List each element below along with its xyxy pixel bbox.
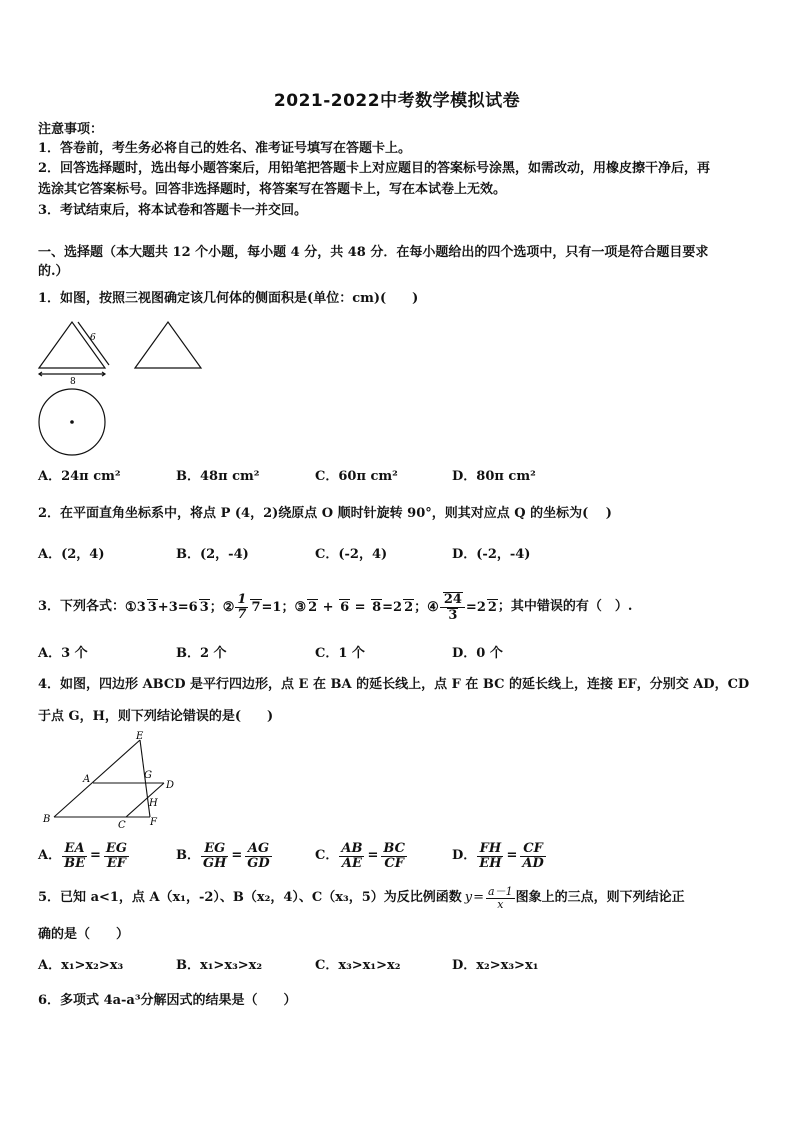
q5-stem: 5．已知 a<1，点 A（x₁，-2）、B（x₂，4）、C（x₃，5）为反比例函数 y = $\frac{a-1}{x}$ 图象上的三点，则下列结论正 [38, 884, 685, 911]
q3-item-1: ①3 3+3=6 3； [125, 599, 223, 615]
q3-prefix: 3．下列各式： [38, 599, 126, 614]
q4-option-c[interactable]: C． $\frac{AB}{AE}$ = $\frac{BC}{CF}$ [315, 840, 405, 871]
q1-label-base: 8 [70, 377, 76, 387]
q5-option-c[interactable]: C．x₃>x₁>x₂ [315, 958, 401, 973]
q4-label-b: B [43, 814, 51, 825]
q1-stem: 1．如图，按照三视图确定该几何体的侧面积是(单位：cm)( ) [38, 291, 419, 306]
q4-parallelogram-figure [40, 730, 190, 830]
q1-option-b[interactable]: B．48π cm² [176, 469, 260, 484]
center-dot [70, 420, 74, 424]
q3-option-d[interactable]: D．0 个 [452, 646, 503, 661]
q4-label-c: C [118, 820, 126, 830]
q4-option-a[interactable]: A． $\frac{EA}{BE}$ = $\frac{EG}{EF}$ [38, 840, 127, 871]
q2-option-d[interactable]: D．(-2，-4) [452, 547, 531, 562]
q3-stem [38, 590, 632, 624]
q3-item-2: ② $\frac{1}{7}$ 7=1； [222, 591, 295, 622]
q3-item-3: ③ 2 + 6 = 8=2 2； [294, 599, 428, 615]
page-title: 2021-2022中考数学模拟试卷 [273, 91, 521, 111]
q5-option-a[interactable]: A．x₁>x₂>x₃ [38, 958, 124, 973]
q6-stem: 6．多项式 4a-a³分解因式的结果是（ ） [38, 993, 297, 1008]
q2-stem: 2．在平面直角坐标系中，将点 P (4，2)绕原点 O 顺时针旋转 90°，则其对应点 Q 的坐标为( ) [38, 506, 612, 521]
q3-suffix: ；其中错误的有（ ）. [497, 599, 633, 614]
q2-option-a[interactable]: A．(2，4) [38, 547, 105, 562]
notice-item-2: 2．回答选择题时，选出每小题答案后，用铅笔把答题卡上对应题目的答案标号涂黑，如需改动，用橡皮擦干净后，再 [38, 161, 711, 176]
q3-option-a[interactable]: A．3 个 [38, 646, 88, 661]
q4-label-d: D [166, 780, 175, 791]
q5-option-b[interactable]: B．x₁>x₃>x₂ [176, 958, 263, 973]
q4-stem: 4．如图，四边形 ABCD 是平行四边形，点 E 在 BA 的延长线上，点 F 在 BC 的延长线上，连接 EF，分别交 AD，CD [38, 677, 750, 692]
q4-label-g: G [144, 770, 152, 781]
q5-stem-cont: 确的是（ ） [38, 927, 130, 942]
slant-dimension-line [78, 322, 109, 365]
q4-option-d[interactable]: D． $\frac{FH}{EH}$ = $\frac{CF}{AD}$ [452, 840, 544, 871]
notice-item-2-cont: 选涂其它答案标号。回答非选择题时，将答案写在答题卡上，写在本试卷上无效。 [38, 182, 507, 197]
q2-option-c[interactable]: C．(-2，4) [315, 547, 388, 562]
section-heading-cont: 的.） [38, 264, 69, 279]
q4-label-a: A [83, 774, 91, 785]
q1-option-c[interactable]: C．60π cm² [315, 469, 398, 484]
section-heading: 一、选择题（本大题共 12 个小题，每小题 4 分，共 48 分．在每小题给出的四个选项中，只有一项是符合题目要求 [38, 245, 709, 260]
q1-three-view-figure [34, 316, 214, 462]
q4-option-b[interactable]: B． $\frac{EG}{GH}$ = $\frac{AG}{GD}$ [176, 840, 270, 871]
q3-option-b[interactable]: B．2 个 [176, 646, 227, 661]
q4-label-f: F [150, 817, 157, 828]
q5-option-d[interactable]: D．x₂>x₃>x₁ [452, 958, 539, 973]
q1-option-d[interactable]: D．80π cm² [452, 469, 536, 484]
line-be [54, 740, 140, 817]
q4-label-h: H [149, 798, 158, 809]
q3-item-4: ④ $\frac{24}{3}$ =2 2 [427, 591, 497, 623]
notice-item-3: 3．考试结束后，将本试卷和答题卡一并交回。 [38, 203, 308, 218]
q4-stem-cont: 于点 G，H，则下列结论错误的是( ) [38, 709, 274, 724]
notice-heading: 注意事项： [38, 122, 104, 137]
q4-label-e: E [136, 731, 144, 742]
q1-label-side: 6 [90, 333, 96, 343]
q3-option-c[interactable]: C．1 个 [315, 646, 365, 661]
line-dc [126, 783, 164, 817]
q2-option-b[interactable]: B．(2，-4) [176, 547, 249, 562]
notice-item-1: 1．答卷前，考生务必将自己的姓名、准考证号填写在答题卡上。 [38, 141, 412, 156]
side-view-triangle [135, 322, 201, 368]
q1-option-a[interactable]: A．24π cm² [38, 469, 121, 484]
